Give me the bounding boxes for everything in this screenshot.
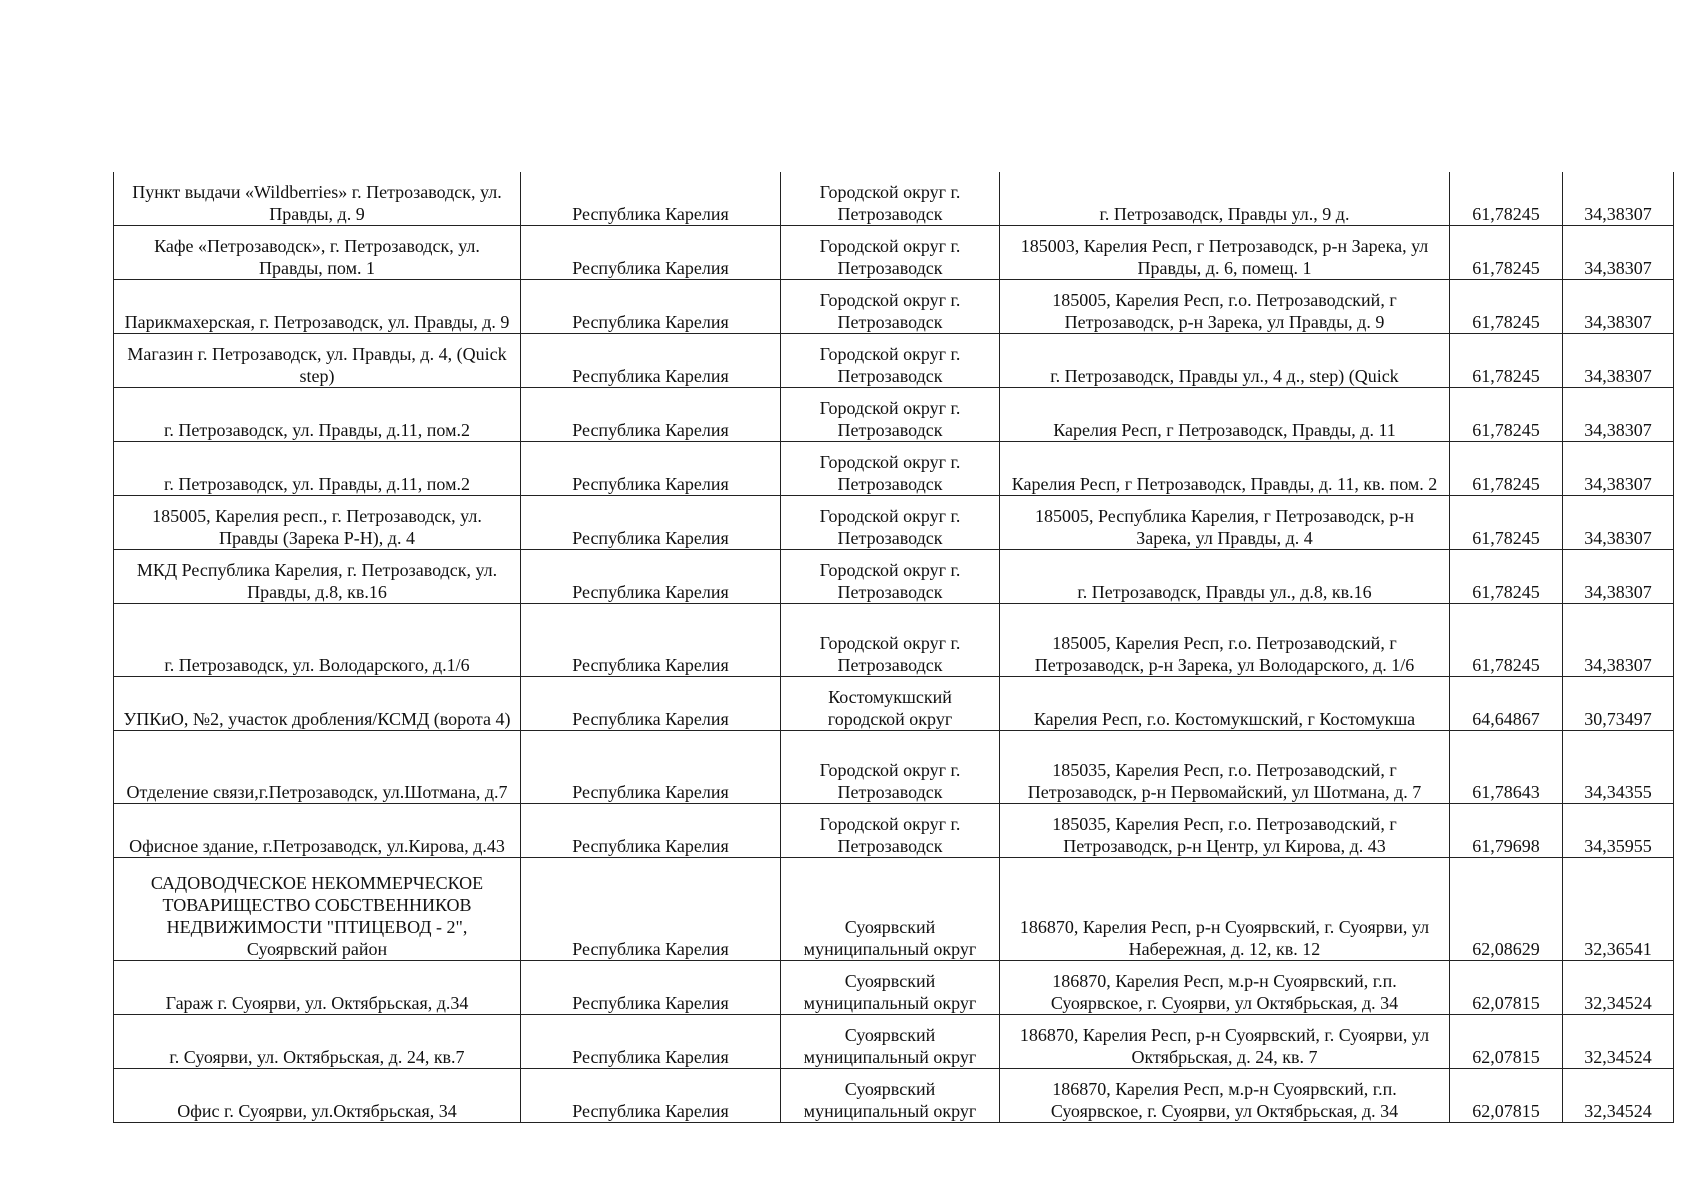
municipality-cell: Городской округ г. Петрозаводск bbox=[781, 388, 1000, 442]
longitude-cell: 32,34524 bbox=[1563, 961, 1674, 1015]
object-cell: г. Суоярви, ул. Октябрьская, д. 24, кв.7 bbox=[114, 1015, 521, 1069]
latitude-cell: 62,07815 bbox=[1450, 1069, 1563, 1123]
object-cell: МКД Республика Карелия, г. Петрозаводск, ул. Правды, д.8, кв.16 bbox=[114, 550, 521, 604]
table-row bbox=[114, 1015, 1674, 1069]
region-cell: Республика Карелия bbox=[521, 550, 781, 604]
longitude-cell: 34,34355 bbox=[1563, 731, 1674, 804]
table-row bbox=[114, 280, 1674, 334]
region-cell: Республика Карелия bbox=[521, 961, 781, 1015]
latitude-cell: 61,78245 bbox=[1450, 280, 1563, 334]
table-row bbox=[114, 550, 1674, 604]
municipality-cell: Городской округ г. Петрозаводск bbox=[781, 496, 1000, 550]
object-cell: г. Петрозаводск, ул. Володарского, д.1/6 bbox=[114, 604, 521, 677]
address-cell: 185035, Карелия Респ, г.о. Петрозаводский, г Петрозаводск, р-н Первомайский, ул Шотмана, д. 7 bbox=[1000, 731, 1450, 804]
municipality-cell: Городской округ г. Петрозаводск bbox=[781, 226, 1000, 280]
longitude-cell: 34,38307 bbox=[1563, 280, 1674, 334]
address-cell: г. Петрозаводск, Правды ул., 9 д. bbox=[1000, 172, 1450, 226]
municipality-cell: Городской округ г. Петрозаводск bbox=[781, 334, 1000, 388]
longitude-cell: 32,34524 bbox=[1563, 1069, 1674, 1123]
address-cell: 185005, Республика Карелия, г Петрозаводск, р-н Зарека, ул Правды, д. 4 bbox=[1000, 496, 1450, 550]
table-row bbox=[114, 172, 1674, 226]
table-row bbox=[114, 388, 1674, 442]
latitude-cell: 61,78245 bbox=[1450, 604, 1563, 677]
address-cell: Карелия Респ, г.о. Костомукшский, г Костомукша bbox=[1000, 677, 1450, 731]
address-cell: 185003, Карелия Респ, г Петрозаводск, р-н Зарека, ул Правды, д. 6, помещ. 1 bbox=[1000, 226, 1450, 280]
address-cell: г. Петрозаводск, Правды ул., д.8, кв.16 bbox=[1000, 550, 1450, 604]
table-row bbox=[114, 604, 1674, 677]
address-cell: 186870, Карелия Респ, р-н Суоярвский, г. Суоярви, ул Октябрьская, д. 24, кв. 7 bbox=[1000, 1015, 1450, 1069]
region-cell: Республика Карелия bbox=[521, 804, 781, 858]
latitude-cell: 61,78245 bbox=[1450, 172, 1563, 226]
latitude-cell: 61,78643 bbox=[1450, 731, 1563, 804]
table-row bbox=[114, 1069, 1674, 1123]
region-cell: Республика Карелия bbox=[521, 280, 781, 334]
table-row bbox=[114, 804, 1674, 858]
latitude-cell: 62,07815 bbox=[1450, 1015, 1563, 1069]
object-cell: САДОВОДЧЕСКОЕ НЕКОММЕРЧЕСКОЕ ТОВАРИЩЕСТВО СОБСТВЕННИКОВ НЕДВИЖИМОСТИ "ПТИЦЕВОД - 2", Суоярвский район bbox=[114, 858, 521, 961]
address-cell: Карелия Респ, г Петрозаводск, Правды, д. 11, кв. пом. 2 bbox=[1000, 442, 1450, 496]
latitude-cell: 61,78245 bbox=[1450, 442, 1563, 496]
object-cell: 185005, Карелия респ., г. Петрозаводск, ул. Правды (Зарека Р-Н), д. 4 bbox=[114, 496, 521, 550]
object-cell: Кафе «Петрозаводск», г. Петрозаводск, ул. Правды, пом. 1 bbox=[114, 226, 521, 280]
longitude-cell: 34,38307 bbox=[1563, 388, 1674, 442]
municipality-cell: Суоярвский муниципальный округ bbox=[781, 858, 1000, 961]
longitude-cell: 34,38307 bbox=[1563, 604, 1674, 677]
address-cell: 186870, Карелия Респ, м.р-н Суоярвский, г.п. Суоярвское, г. Суоярви, ул Октябрьская, д. 34 bbox=[1000, 1069, 1450, 1123]
table-row bbox=[114, 858, 1674, 961]
address-cell: 185005, Карелия Респ, г.о. Петрозаводский, г Петрозаводск, р-н Зарека, ул Правды, д. 9 bbox=[1000, 280, 1450, 334]
latitude-cell: 62,08629 bbox=[1450, 858, 1563, 961]
latitude-cell: 62,07815 bbox=[1450, 961, 1563, 1015]
object-cell: УПКиО, №2, участок дробления/КСМД (ворота 4) bbox=[114, 677, 521, 731]
object-cell: Офис г. Суоярви, ул.Октябрьская, 34 bbox=[114, 1069, 521, 1123]
longitude-cell: 34,38307 bbox=[1563, 550, 1674, 604]
table-row bbox=[114, 496, 1674, 550]
longitude-cell: 34,38307 bbox=[1563, 334, 1674, 388]
longitude-cell: 34,35955 bbox=[1563, 804, 1674, 858]
region-cell: Республика Карелия bbox=[521, 496, 781, 550]
address-cell: 186870, Карелия Респ, м.р-н Суоярвский, г.п. Суоярвское, г. Суоярви, ул Октябрьская, д. 34 bbox=[1000, 961, 1450, 1015]
latitude-cell: 61,78245 bbox=[1450, 496, 1563, 550]
region-cell: Республика Карелия bbox=[521, 172, 781, 226]
address-cell: 186870, Карелия Респ, р-н Суоярвский, г. Суоярви, ул Набережная, д. 12, кв. 12 bbox=[1000, 858, 1450, 961]
registry-table bbox=[113, 172, 1674, 1123]
municipality-cell: Костомукшский городской округ bbox=[781, 677, 1000, 731]
table-row bbox=[114, 961, 1674, 1015]
object-cell: Парикмахерская, г. Петрозаводск, ул. Правды, д. 9 bbox=[114, 280, 521, 334]
longitude-cell: 32,34524 bbox=[1563, 1015, 1674, 1069]
longitude-cell: 32,36541 bbox=[1563, 858, 1674, 961]
municipality-cell: Суоярвский муниципальный округ bbox=[781, 1015, 1000, 1069]
object-cell: Пункт выдачи «Wildberries» г. Петрозаводск, ул. Правды, д. 9 bbox=[114, 172, 521, 226]
latitude-cell: 64,64867 bbox=[1450, 677, 1563, 731]
object-cell: г. Петрозаводск, ул. Правды, д.11, пом.2 bbox=[114, 388, 521, 442]
table-row bbox=[114, 731, 1674, 804]
region-cell: Республика Карелия bbox=[521, 731, 781, 804]
municipality-cell: Городской округ г. Петрозаводск bbox=[781, 172, 1000, 226]
latitude-cell: 61,79698 bbox=[1450, 804, 1563, 858]
region-cell: Республика Карелия bbox=[521, 1069, 781, 1123]
object-cell: Гараж г. Суоярви, ул. Октябрьская, д.34 bbox=[114, 961, 521, 1015]
longitude-cell: 30,73497 bbox=[1563, 677, 1674, 731]
object-cell: Магазин г. Петрозаводск, ул. Правды, д. 4, (Quick step) bbox=[114, 334, 521, 388]
region-cell: Республика Карелия bbox=[521, 858, 781, 961]
region-cell: Республика Карелия bbox=[521, 677, 781, 731]
address-cell: 185005, Карелия Респ, г.о. Петрозаводский, г Петрозаводск, р-н Зарека, ул Володарского, д. 1/6 bbox=[1000, 604, 1450, 677]
address-cell: 185035, Карелия Респ, г.о. Петрозаводский, г Петрозаводск, р-н Центр, ул Кирова, д. 43 bbox=[1000, 804, 1450, 858]
longitude-cell: 34,38307 bbox=[1563, 226, 1674, 280]
longitude-cell: 34,38307 bbox=[1563, 172, 1674, 226]
latitude-cell: 61,78245 bbox=[1450, 550, 1563, 604]
region-cell: Республика Карелия bbox=[521, 442, 781, 496]
region-cell: Республика Карелия bbox=[521, 1015, 781, 1069]
region-cell: Республика Карелия bbox=[521, 388, 781, 442]
municipality-cell: Суоярвский муниципальный округ bbox=[781, 1069, 1000, 1123]
address-cell: г. Петрозаводск, Правды ул., 4 д., step) (Quick bbox=[1000, 334, 1450, 388]
latitude-cell: 61,78245 bbox=[1450, 334, 1563, 388]
latitude-cell: 61,78245 bbox=[1450, 388, 1563, 442]
table-row bbox=[114, 226, 1674, 280]
object-cell: Офисное здание, г.Петрозаводск, ул.Кирова, д.43 bbox=[114, 804, 521, 858]
municipality-cell: Городской округ г. Петрозаводск bbox=[781, 442, 1000, 496]
municipality-cell: Городской округ г. Петрозаводск bbox=[781, 804, 1000, 858]
longitude-cell: 34,38307 bbox=[1563, 496, 1674, 550]
municipality-cell: Городской округ г. Петрозаводск bbox=[781, 731, 1000, 804]
region-cell: Республика Карелия bbox=[521, 226, 781, 280]
region-cell: Республика Карелия bbox=[521, 334, 781, 388]
region-cell: Республика Карелия bbox=[521, 604, 781, 677]
municipality-cell: Городской округ г. Петрозаводск bbox=[781, 280, 1000, 334]
address-cell: Карелия Респ, г Петрозаводск, Правды, д. 11 bbox=[1000, 388, 1450, 442]
table-row bbox=[114, 442, 1674, 496]
municipality-cell: Городской округ г. Петрозаводск bbox=[781, 604, 1000, 677]
municipality-cell: Городской округ г. Петрозаводск bbox=[781, 550, 1000, 604]
latitude-cell: 61,78245 bbox=[1450, 226, 1563, 280]
object-cell: Отделение связи,г.Петрозаводск, ул.Шотмана, д.7 bbox=[114, 731, 521, 804]
municipality-cell: Суоярвский муниципальный округ bbox=[781, 961, 1000, 1015]
table-row bbox=[114, 334, 1674, 388]
table-row bbox=[114, 677, 1674, 731]
longitude-cell: 34,38307 bbox=[1563, 442, 1674, 496]
object-cell: г. Петрозаводск, ул. Правды, д.11, пом.2 bbox=[114, 442, 521, 496]
